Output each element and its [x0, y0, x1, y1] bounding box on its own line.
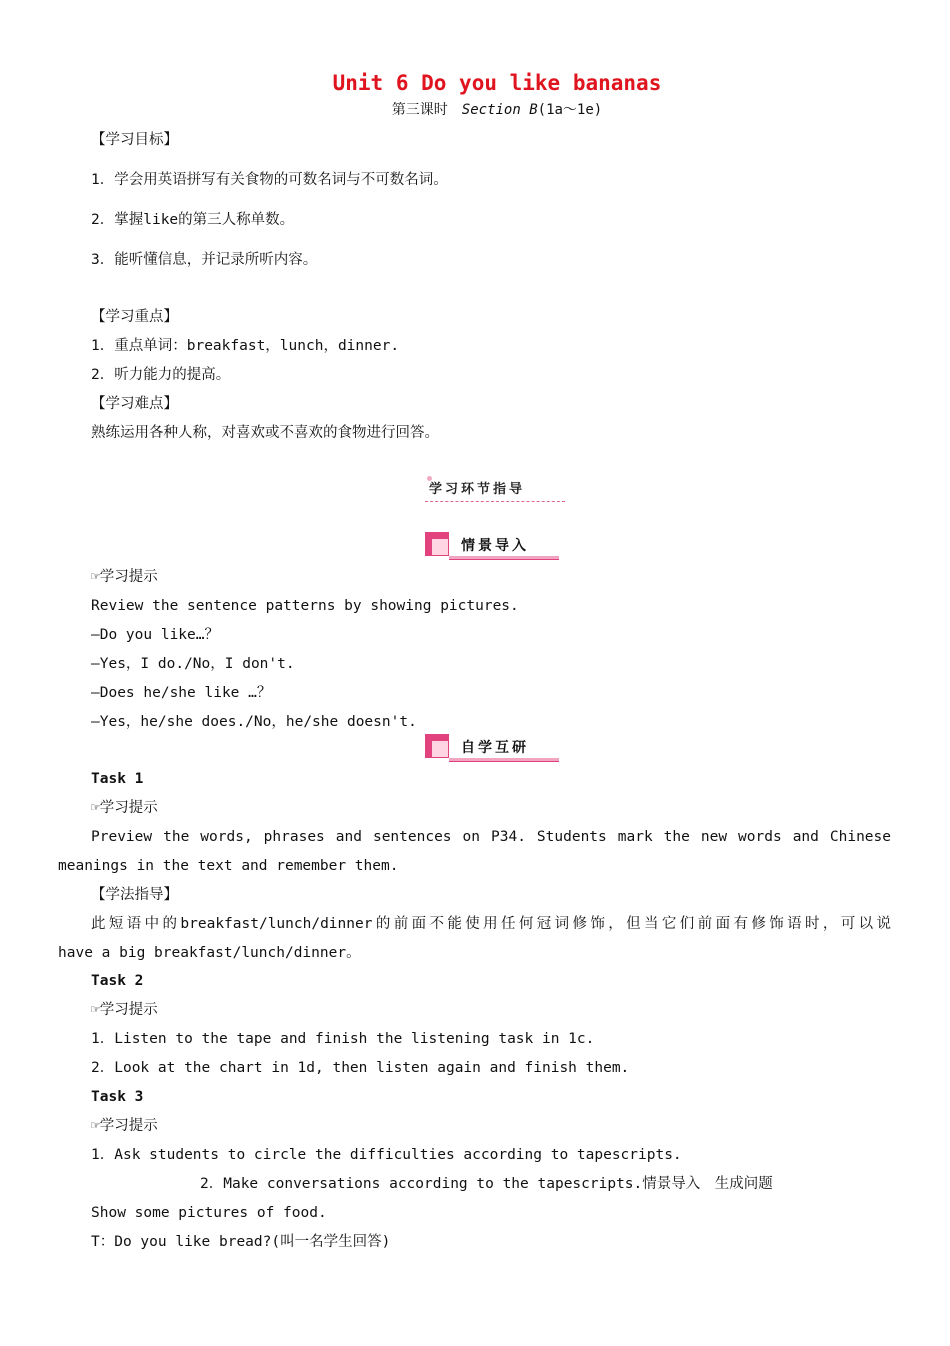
closing-line: T：Do you like bread?(叫一名学生回答)	[91, 1234, 391, 1250]
closing-line: Show some pictures of food.	[91, 1205, 327, 1221]
task1-preview-cont: meanings in the text and remember them.	[58, 858, 399, 874]
objective-item: 2．掌握like的第三人称单数。	[91, 212, 295, 228]
lesson-subtitle	[0, 100, 950, 120]
objective-item: 1．学会用英语拼写有关食物的可数名词与不可数名词。	[91, 172, 448, 188]
key-point-item: 1．重点单词：breakfast，lunch，dinner.	[91, 338, 400, 354]
objectives-heading: 【学习目标】	[91, 132, 178, 148]
task-label: Task 3	[91, 1089, 144, 1105]
dialog-line: —Does he/she like …？	[91, 685, 272, 701]
section-label: Section B	[461, 102, 538, 118]
hint-label: ☞学习提示	[91, 800, 158, 816]
key-point-item: 2．听力能力的提高。	[91, 367, 231, 383]
section-range: (1a～1e)	[537, 102, 603, 118]
task2-item: 1．Listen to the tape and finish the listening task in 1c.	[91, 1031, 595, 1047]
method-text: 此短语中的breakfast/lunch/dinner的前面不能使用任何冠词修饰，但当它们前面有修饰语时，可以说	[91, 916, 891, 932]
task3-item: 1．Ask students to circle the difficulties according to tapescripts.	[91, 1147, 682, 1163]
task-label: Task 2	[91, 973, 144, 989]
section-heading-self-study	[425, 734, 559, 764]
lesson-number: 第三课时	[391, 102, 448, 118]
objective-item: 3．能听懂信息，并记录所听内容。	[91, 252, 318, 268]
difficulties-text: 熟练运用各种人称，对喜欢或不喜欢的食物进行回答。	[91, 425, 439, 441]
hint-label: ☞学习提示	[91, 1002, 158, 1018]
intro-line: Review the sentence patterns by showing pictures.	[91, 598, 519, 614]
section-intro-label: 情景导入	[461, 538, 529, 554]
task2-item: 2．Look at the chart in 1d, then listen again and finish them.	[91, 1060, 630, 1076]
hint-label: ☞学习提示	[91, 1118, 158, 1134]
section-heading-intro	[425, 532, 559, 562]
method-text-cont: have a big breakfast/lunch/dinner。	[58, 945, 361, 961]
task3-item: 2．Make conversations according to the tapescripts.情景导入 生成问题	[200, 1176, 773, 1192]
dialog-line: —Yes，I do./No，I don't.	[91, 656, 295, 672]
dialog-line: —Yes，he/she does./No，he/she doesn't.	[91, 714, 417, 730]
difficulties-heading: 【学习难点】	[91, 396, 178, 412]
task1-preview: Preview the words, phrases and sentences on P34. Students mark the new words and Chinese	[91, 829, 891, 845]
guide-banner	[425, 476, 565, 502]
key-points-heading: 【学习重点】	[91, 309, 178, 325]
method-heading: 【学法指导】	[91, 887, 178, 903]
section-self-label: 自学互研	[461, 740, 529, 756]
task-label: Task 1	[91, 771, 144, 787]
guide-banner-label: 学习环节指导	[429, 482, 526, 497]
hint-label: ☞学习提示	[91, 569, 158, 585]
page-title: Unit 6 Do you like bananas	[332, 71, 662, 95]
dialog-line: —Do you like…？	[91, 627, 219, 643]
